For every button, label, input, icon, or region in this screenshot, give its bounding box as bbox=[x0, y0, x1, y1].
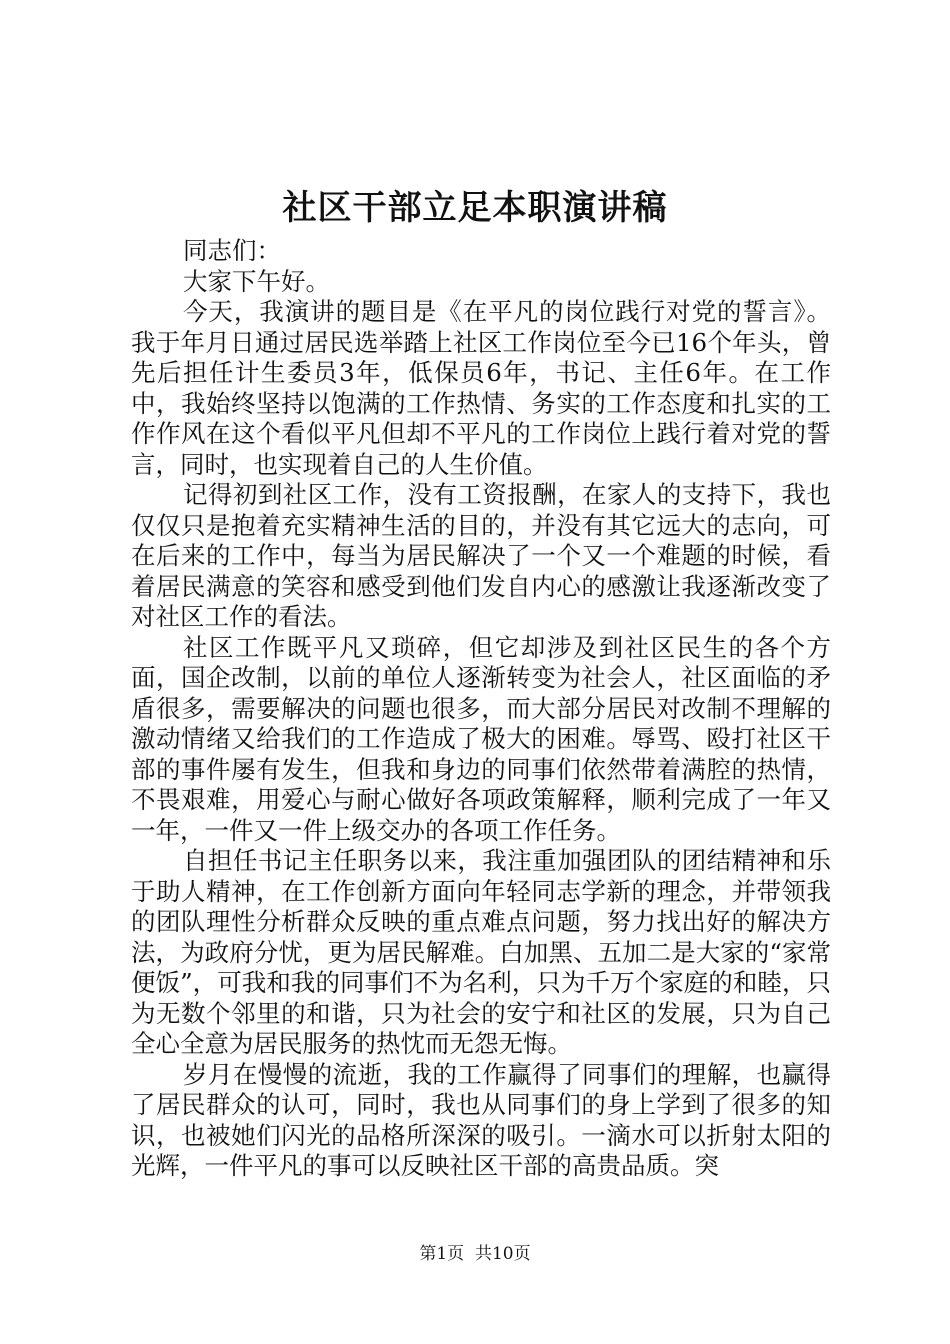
paragraph: 今天，我演讲的题目是《在平凡的岗位践行对党的誓言》。我于年月日通过居民选举踏上社区工作岗位至今已16个年头，曾先后担任计生委员3年，低保员6年，书记、主任6年。在工作中，我始终坚持以饱满的工作热情、务实的工作态度和扎实的工作作风在这个看似平凡但却不平凡的工作岗位上践行着对党的誓言，同时，也实现着自己的人生价值。 bbox=[131, 297, 831, 479]
paragraph: 岁月在慢慢的流逝，我的工作赢得了同事们的理解，也赢得了居民群众的认可，同时，我也从同事们的身上学到了很多的知识，也被她们闪光的品格所深深的吸引。一滴水可以折射太阳的光辉，一件平凡的事可以反映社区干部的高贵品质。突 bbox=[131, 1059, 831, 1180]
document-body bbox=[131, 236, 831, 1182]
document-title: 社区干部立足本职演讲稿 bbox=[282, 188, 668, 228]
paragraph: 社区工作既平凡又琐碎，但它却涉及到社区民生的各个方面，国企改制，以前的单位人逐渐转变为社会人，社区面临的矛盾很多，需要解决的问题也很多，而大部分居民对改制不理解的激动情绪又给我们的工作造成了极大的困难。辱骂、殴打社区干部的事件屡有发生，但我和身边的同事们依然带着满腔的热情，不畏艰难，用爱心与耐心做好各项政策解释，顺利完成了一年又一年，一件又一件上级交办的各项工作任务。 bbox=[131, 632, 831, 845]
paragraph-greeting: 大家下午好。 bbox=[183, 266, 330, 296]
paragraph: 自担任书记主任职务以来，我注重加强团队的团结精神和乐于助人精神，在工作创新方面向年轻同志学新的理念，并带领我的团队理性分析群众反映的重点难点问题，努力找出好的解决方法，为政府分忧，更为居民解难。白加黑、五加二是大家的“家常便饭”，可我和我的同事们不为名利，只为千万个家庭的和睦，只为无数个邻里的和谐，只为社会的安宁和社区的发展，只为自己全心全意为居民服务的热忱而无怨无悔。 bbox=[131, 846, 831, 1058]
page-footer bbox=[0, 1243, 950, 1265]
paragraph: 记得初到社区工作，没有工资报酬，在家人的支持下，我也仅仅只是抱着充实精神生活的目的，并没有其它远大的志向，可在后来的工作中，每当为居民解决了一个又一个难题的时候，看着居民满意的笑容和感受到他们发自内心的感激让我逐渐改变了对社区工作的看法。 bbox=[131, 480, 831, 631]
paragraph-salutation: 同志们： bbox=[183, 236, 281, 265]
page-number-label: 第1页 共10页 bbox=[419, 1244, 531, 1264]
